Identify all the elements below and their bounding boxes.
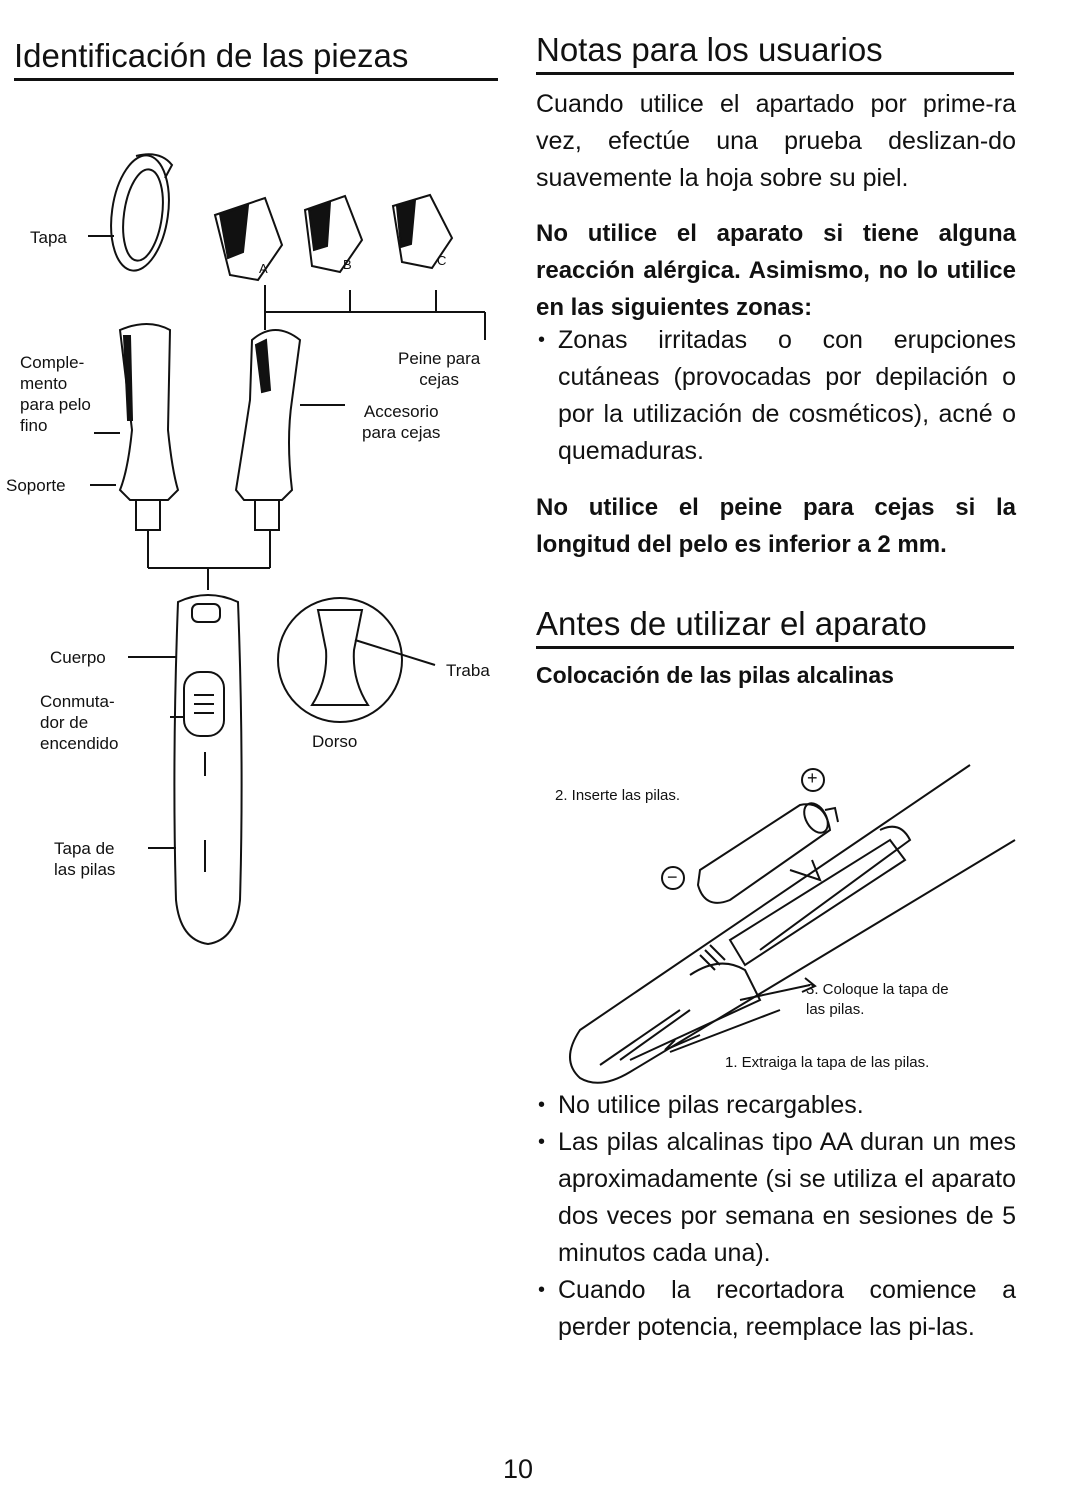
label-cuerpo: Cuerpo: [50, 648, 106, 667]
zones-list: [536, 322, 1016, 470]
notes-heading: Notas para los usuarios: [536, 30, 1014, 75]
list-item: • Las pilas alcalinas tipo AA duran un mes aproximadamente (si se utiliza el aparato dos veces por semana en sesiones de 5 minutos cada una).: [536, 1124, 1016, 1272]
label-dorso: Dorso: [312, 732, 358, 751]
label-soporte: Soporte: [6, 476, 66, 495]
label-tapa: Tapa: [30, 228, 67, 247]
step-3-label: 3. Coloque la tapa de las pilas.: [806, 981, 949, 1018]
step-2-label: 2. Inserte las pilas.: [555, 787, 681, 804]
list-item: • Zonas irritadas o con erupciones cutáneas (provocadas por depilación o por la utilización de cosméticos), acné o quemaduras.: [536, 322, 1016, 470]
plus-symbol: +: [807, 768, 818, 788]
label-comb-b: B: [343, 257, 352, 272]
label-comb-a: A: [259, 261, 268, 276]
label-peine: Peine para cejas: [398, 349, 481, 389]
battery-subheading: Colocación de las pilas alcalinas: [536, 662, 894, 688]
parts-illustration: [0, 0, 520, 900]
list-item: • No utilice pilas recargables.: [536, 1087, 1016, 1124]
label-complemento: Comple- mento para pelo fino: [20, 353, 91, 435]
page-number: 10: [503, 1454, 534, 1484]
parts-heading: Identificación de las piezas: [14, 36, 498, 81]
label-traba: Traba: [446, 661, 490, 680]
notes-intro: Cuando utilice el apartado por prime-ra vez, efectúe una prueba deslizan-do suavemente la hoja sobre su piel.: [536, 90, 1016, 192]
minus-symbol: −: [667, 867, 678, 887]
warning-comb: No utilice el peine para cejas si la longitud del pelo es inferior a 2 mm.: [536, 494, 1016, 558]
battery-diagram: [540, 760, 1020, 1090]
label-tapa-pilas: Tapa de las pilas: [54, 839, 116, 879]
label-accesorio: Accesorio para cejas: [362, 402, 441, 442]
list-item: • Cuando la recortadora comience a perder potencia, reemplace las pi-las.: [536, 1272, 1016, 1346]
warning-allergy: No utilice el aparato si tiene alguna reacción alérgica. Asimismo, no lo utilice en las siguientes zonas:: [536, 220, 1016, 321]
step-1-label: 1. Extraiga la tapa de las pilas.: [725, 1054, 930, 1071]
label-comb-c: C: [437, 253, 447, 268]
before-heading: Antes de utilizar el aparato: [536, 604, 1014, 649]
battery-notes-list: [536, 1087, 1016, 1346]
label-conmutador: Conmuta- dor de encendido: [40, 692, 119, 753]
